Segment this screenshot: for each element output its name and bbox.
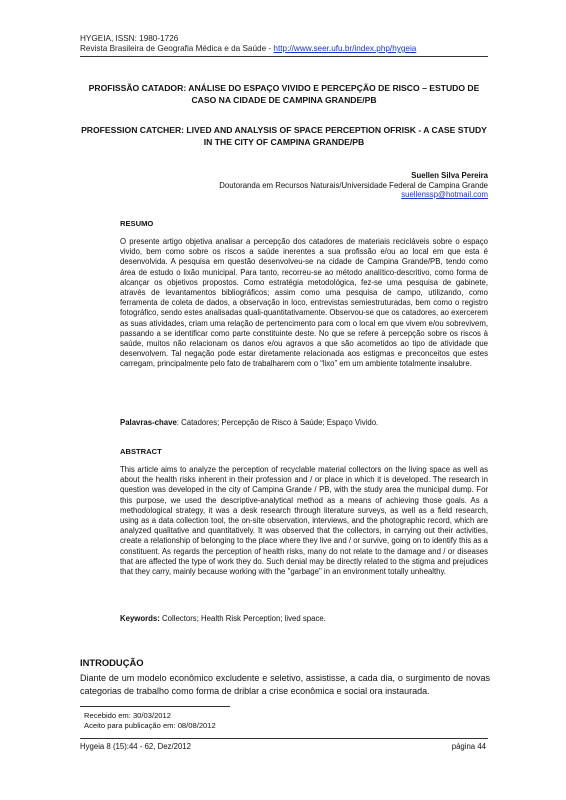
journal-line xyxy=(80,44,416,54)
resumo-keywords xyxy=(120,418,488,428)
abstract-keywords xyxy=(120,614,488,624)
intro-heading: INTRODUÇÃO xyxy=(80,657,144,668)
intro-text: Diante de um modelo econômico excludente e seletivo, assistisse, a cada dia, o surgimento de novas categorias de trabalho como forma de driblar a crise econômica e social ora instaurada. xyxy=(80,673,490,696)
accepted-date: Aceito para publicação em: 08/08/2012 xyxy=(84,721,216,730)
title-portuguese: PROFISSÃO CATADOR: ANÁLISE DO ESPAÇO VIVIDO E PERCEPÇÃO DE RISCO – ESTUDO DE CASO NA CIDADE DE CAMPINA GRANDE/PB xyxy=(88,83,480,105)
author-affiliation: Doutoranda em Recursos Naturais/Universidade Federal de Campina Grande xyxy=(219,181,488,190)
keywords-label: Palavras-chave xyxy=(120,418,177,427)
title-english: PROFESSION CATCHER: LIVED AND ANALYSIS OF SPACE PERCEPTION OFRISK - A CASE STUDY IN THE CITY OF CAMPINA GRANDE/PB xyxy=(81,125,487,147)
journal-header xyxy=(80,34,416,54)
author-name: Suellen Silva Pereira xyxy=(411,171,488,180)
author-email-link[interactable]: suellenssp@hotmail.com xyxy=(401,190,488,199)
resumo-text: O presente artigo objetiva analisar a percepção dos catadores de materiais recicláveis sobre o espaço vivido, bem como sobre os riscos a saúde inerentes a sua profissão e/ou ao local em que esta é desenvolvida. A pesquisa em questão desenvolveu-se na cidade de Campina Grande/PB, tendo como área de estudo o lixão municipal. Para tanto, recorreu-se ao método analítico-descritivo, como forma de alcançar os objetivos propostos. Como estratégia metodológica, fez-se uma pesquisa de gabinete, através de levantamentos bibliográficos; assim como uma pesquisa de campo, utilizando, como ferramenta de coleta de dados, a observação in loco, entrevistas semiestruturadas, bem como o registro fotográfico, sendo estes analisadas quali-quantitativamente. Observou-se que os catadores, ao exercerem as suas atividades, criam uma relação de pertencimento para com o local em que vivem e/ou sobrevivem, passando a se identificar como parte constituinte deste. No que se refere à percepção sobre os riscos à saúde, muitos não relacionam os danos e/ou agravos a que são acometidos ao tipo de atividade que desenvolvem. Tal negação pode estar diretamente relacionada aos estigmas e preconceitos que estes carregam, principalmente pelo fato de trabalharem com o “lixo” em um ambiente totalmente insalubre. xyxy=(120,237,488,369)
footer-rule xyxy=(80,738,488,739)
footnote-rule xyxy=(80,706,230,707)
resumo-heading: RESUMO xyxy=(120,219,154,228)
abstract-heading: ABSTRACT xyxy=(120,447,162,456)
abstract-text: This article aims to analyze the perception of recyclable material collectors on the living space as well as about the health risks inherent in their profession and / or place in which it is developed. The research in question was developed in the city of Campina Grande / PB, with the study area the municipal dump. For this purpose, we used the descriptive-analytical method as a means of achieving those goals. As a methodological strategy, it was a desk research through literature surveys, as well as a field research, using as a data collection tool, the on-site observation, interviews, and the photographic record, which are analyzed qualitative and quantitatively. It was observed that the collectors, in carrying out their activities, create a relationship of belonging to the place where they live and / or survive, going on to identify this as a constituent. As regards the perception of health risks, many do not relate to the damage and / or diseases that are affected the type of work they do. Such denial may be directly related to the stigma and prejudices that they carry, mainly because working with the "garbage" in an environment totally unhealthy. xyxy=(120,465,488,577)
journal-link[interactable]: http://www.seer.ufu.br/index.php/hygeia xyxy=(273,44,417,53)
keywords-label: Keywords: xyxy=(120,614,160,623)
received-date: Recebido em: 30/03/2012 xyxy=(84,711,171,720)
page-number: página 44 xyxy=(451,742,486,751)
keywords-values: Collectors; Health Risk Perception; lived space. xyxy=(159,614,326,623)
footer-citation: Hygeia 8 (15):44 - 62, Dez/2012 xyxy=(80,742,191,751)
header-rule xyxy=(80,56,488,57)
keywords-values: : Catadores; Percepção de Risco à Saúde; Espaço Vivido. xyxy=(176,418,379,427)
journal-name: Revista Brasileira de Geografia Médica e da Saúde - xyxy=(80,44,274,53)
issn-line: HYGEIA, ISSN: 1980-1726 xyxy=(80,34,179,43)
